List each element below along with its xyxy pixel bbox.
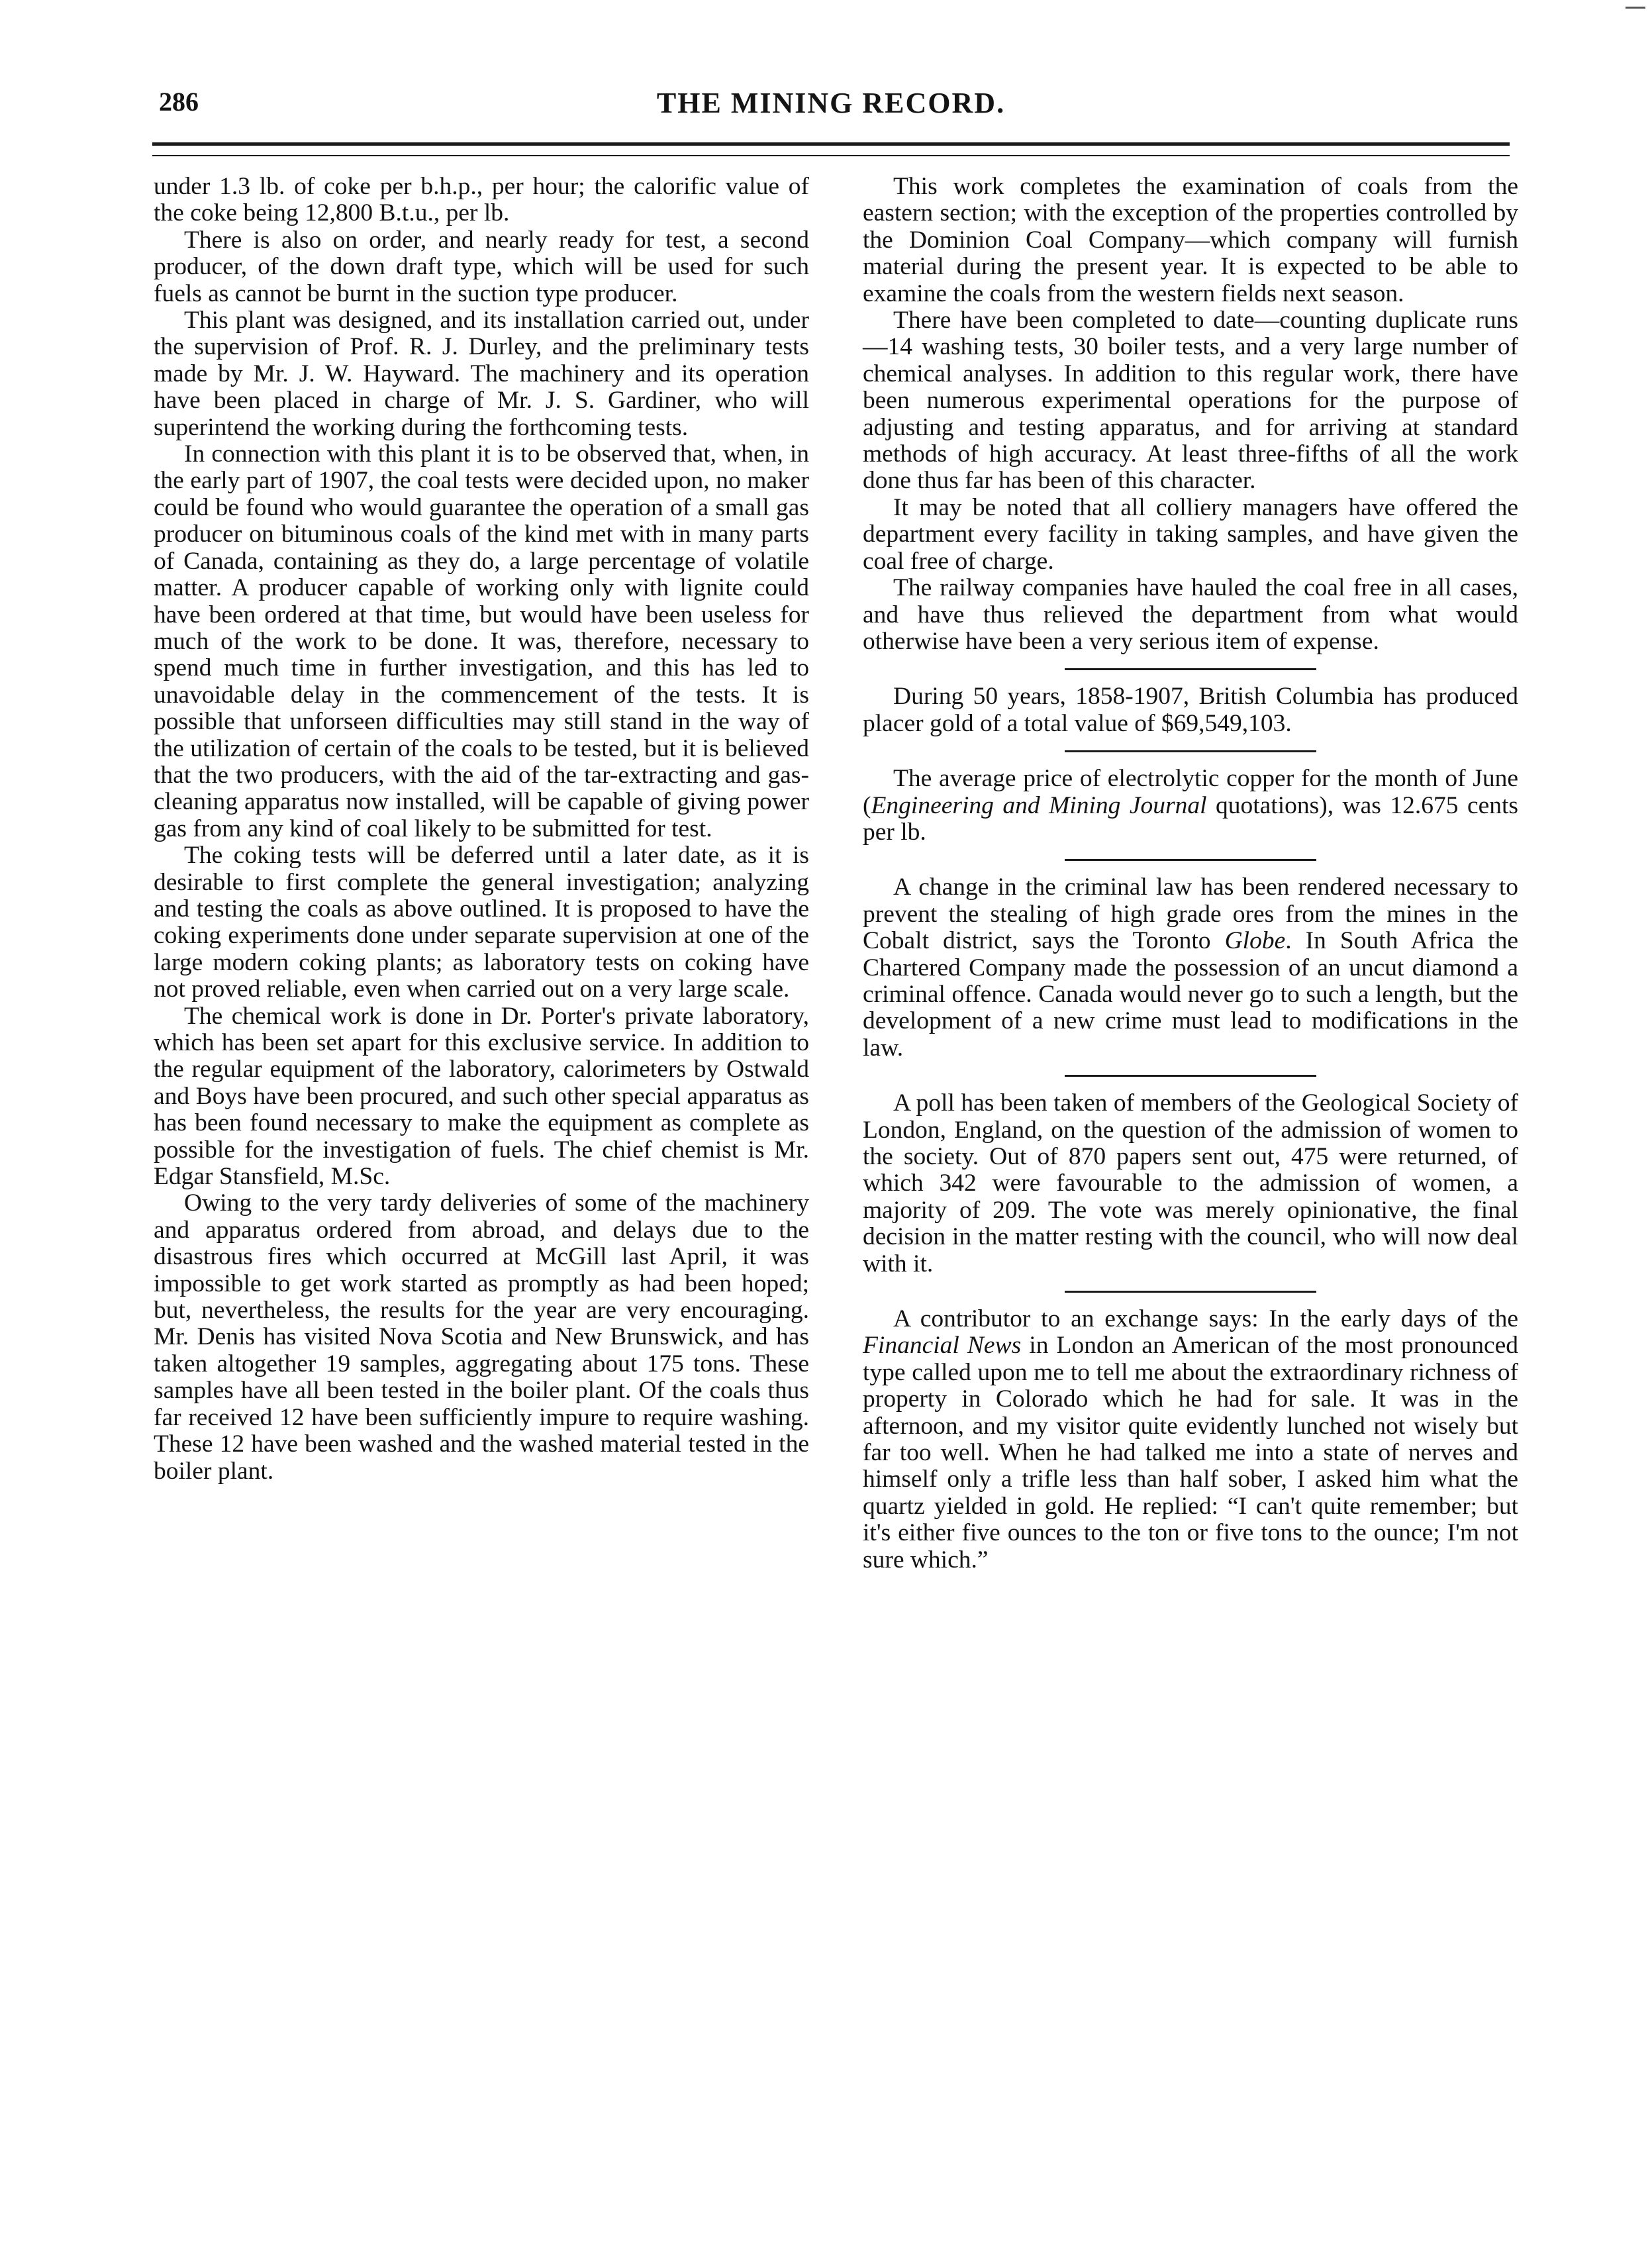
journal-title: THE MINING RECORD. — [656, 87, 1006, 119]
page-number: 286 — [159, 87, 199, 117]
publication-name: Globe — [1224, 927, 1286, 955]
left-paragraph-3: This plant was designed, and its installation carried out, under the supervision of Prof. R. J. Durley, and the preliminary tests made by Mr. J. W. Hayward. The machinery and its operation have been placed in charge of Mr. J. S. Gardiner, who will superintend the working during the forthcoming tests. — [154, 307, 809, 441]
contrib-text-b: in London an American of the most pronounced type called upon me to tell me about the extraordinary richness of property in Colorado which he had for sale. It was in the afternoon, and my visitor quite evidently lunched not wisely but far too well. When he had talked me into a state of nerves and himself only a trifle less than half sober, I asked him what the quartz yielded in gold. He replied: “I can't quite remember; but it's either five ounces to the ton or five tons to the ounce; I'm not sure which.” — [863, 1332, 1518, 1573]
left-paragraph-1: under 1.3 lb. of coke per b.h.p., per hour; the calorific value of the coke being 12,800 B.t.u., per lb. — [154, 173, 809, 227]
publication-name: Engineering and Mining Journal — [871, 791, 1207, 819]
separator-rule — [1065, 859, 1316, 861]
left-paragraph-6: The chemical work is done in Dr. Porter's private laboratory, which has been set apart for this exclusive service. In addition to the regular equipment of the laboratory, calorimeters by Ostwald and Boys have been procured, and such other special apparatus as has been found necessary to make the equipment as complete as possible for the investigation of fuels. The chief chemist is Mr. Edgar Stansfield, M.Sc. — [154, 1002, 809, 1191]
news-item-criminal-law — [863, 874, 1518, 1062]
news-item-placer-gold: During 50 years, 1858-1907, British Columbia has produced placer gold of a total value of $69,549,103. — [863, 683, 1518, 737]
separator-rule — [1065, 750, 1316, 752]
law-text-a: A change in the criminal law has been rendered necessary to prevent the stealing of high grade ores from the mines in the Cobalt district, says the Toronto — [863, 873, 1518, 955]
news-item-geological-poll: A poll has been taken of members of the Geological Society of London, England, on the question of the admission of women to the society. Out of 870 papers sent out, 475 were returned, of which 342 were favourable to the admission of women, a majority of 209. The vote was merely opinionative, the final decision in the matter resting with the council, who will now deal with it. — [863, 1089, 1518, 1277]
left-column — [154, 174, 809, 1485]
separator-rule — [1065, 1075, 1316, 1077]
copper-text-a: The average price of electrolytic copper for the month of June ( — [863, 765, 1518, 819]
left-paragraph-4: In connection with this plant it is to be observed that, when, in the early part of 1907, the coal tests were decided upon, no maker could be found who would guarantee the operation of a small gas producer on bituminous coals of the kind met with in many parts of Canada, containing as they do, a large percentage of volatile matter. A producer capable of working only with lignite could have been ordered at that time, but would have been useless for much of the work to be done. It was, therefore, necessary to spend much time in further investigation, and this has led to unavoidable delay in the commencement of the tests. It is possible that unforseen difficulties may still stand in the way of the utilization of certain of the coals to be tested, but it is believed that the two producers, with the aid of the tar-extracting and gas-cleaning apparatus now installed, will be capable of giving power gas from any kind of coal likely to be submitted for test. — [154, 440, 809, 842]
news-item-contributor-anecdote — [863, 1306, 1518, 1573]
corner-mark — [1626, 7, 1645, 9]
right-paragraph-2: There have been completed to date—counting duplicate runs—14 washing tests, 30 boiler tests, and a very large number of chemical analyses. In addition to this regular work, there have been numerous experimental operations for the purpose of adjusting and testing apparatus, and for arriving at standard methods of high accuracy. At least three-fifths of all the work done thus far has been of this character. — [863, 307, 1518, 495]
right-column — [863, 174, 1518, 1573]
news-item-copper-price — [863, 766, 1518, 846]
header-rule — [152, 142, 1510, 156]
copper-text-b: quotations), was 12.675 cents per lb. — [863, 791, 1518, 846]
law-text-b: . In South Africa the Chartered Company made the possession of an uncut diamond a criminal offence. Canada would never go to such a length, but the development of a new crime must lead to modifications in the law. — [863, 927, 1518, 1062]
left-paragraph-2: There is also on order, and nearly ready for test, a second producer, of the down draft type, which will be used for such fuels as cannot be burnt in the suction type producer. — [154, 226, 809, 307]
right-paragraph-3: It may be noted that all colliery managers have offered the department every facility in taking samples, and have given the coal free of charge. — [863, 493, 1518, 575]
publication-name: Financial News — [863, 1332, 1022, 1360]
page-header — [152, 86, 1510, 132]
left-paragraph-7: Owing to the very tardy deliveries of some of the machinery and apparatus ordered from abroad, and delays due to the disastrous fires which occurred at McGill last April, it was impossible to get work started as promptly as had been hoped; but, nevertheless, the results for the year are very encouraging. Mr. Denis has visited Nova Scotia and New Brunswick, and has taken altogether 19 samples, aggregating about 175 tons. These samples have all been tested in the boiler plant. Of the coals thus far received 12 have been sufficiently impure to require washing. These 12 have been washed and the washed material tested in the boiler plant. — [154, 1189, 809, 1485]
contrib-text-a: A contributor to an exchange says: In the early days of the — [893, 1305, 1518, 1333]
separator-rule — [1065, 668, 1316, 670]
separator-rule — [1065, 1291, 1316, 1293]
right-paragraph-1: This work completes the examination of coals from the eastern section; with the exception of the properties controlled by the Dominion Coal Company—which company will furnish material during the present year. It is expected to be able to examine the coals from the western fields next season. — [863, 173, 1518, 307]
left-paragraph-5: The coking tests will be deferred until a later date, as it is desirable to first complete the general investigation; analyzing and testing the coals as above outlined. It is proposed to have the coking experiments done under separate supervision at one of the large modern coking plants; as laboratory tests on coking have not proved reliable, even when carried out on a very large scale. — [154, 842, 809, 1003]
right-paragraph-4: The railway companies have hauled the coal free in all cases, and have thus relieved the department from what would otherwise have been a very serious item of expense. — [863, 574, 1518, 655]
